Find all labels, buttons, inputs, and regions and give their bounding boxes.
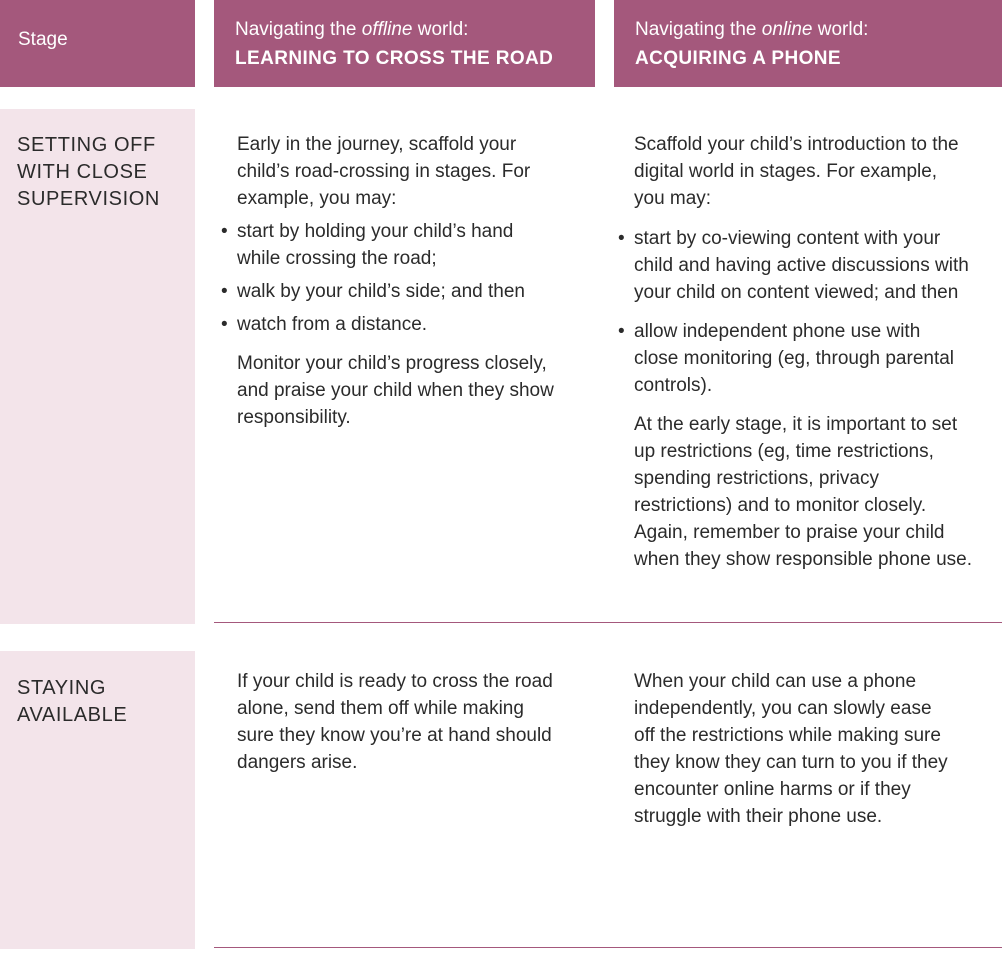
text-line: If your child is ready to cross the road	[237, 671, 553, 692]
header-offline-suffix: world:	[412, 19, 469, 40]
text-line: up restrictions (eg, time restrictions,	[634, 441, 934, 462]
bullet-dot: •	[221, 221, 228, 242]
header-offline-title: LEARNING TO CROSS THE ROAD	[235, 48, 554, 69]
bullet-item	[221, 278, 597, 305]
text-line: responsibility.	[237, 407, 351, 428]
text-line: when they show responsible phone use.	[634, 549, 973, 570]
text-line: you may:	[634, 188, 712, 209]
bullet-item	[618, 225, 1002, 306]
row1-offline-intro	[237, 131, 597, 212]
text-line: Early in the journey, scaffold your	[237, 134, 517, 155]
text-line: off the restrictions while making sure	[634, 725, 941, 746]
row1-offline-content	[221, 131, 597, 431]
text-line: allow independent phone use with	[634, 321, 921, 342]
stage-line: STAYING	[17, 677, 107, 699]
text-line: while crossing the road;	[237, 248, 437, 269]
row1-online-closing	[634, 411, 1002, 573]
text-line: walk by your child’s side; and then	[237, 281, 525, 302]
text-line: child and having active discussions with	[634, 255, 969, 276]
text-line: start by holding your child’s hand	[237, 221, 514, 242]
text-line: Scaffold your child’s introduction to the	[634, 134, 959, 155]
row1-online-intro	[634, 131, 1002, 212]
stage-line: AVAILABLE	[17, 704, 128, 726]
header-online-title: ACQUIRING A PHONE	[635, 48, 841, 69]
text-line: watch from a distance.	[237, 314, 428, 335]
text-line: Monitor your child’s progress closely,	[237, 353, 547, 374]
text-line: struggle with their phone use.	[634, 806, 883, 827]
header-online-suffix: world:	[812, 19, 869, 40]
stage-line: WITH CLOSE	[17, 161, 148, 183]
header-offline-prefix: Navigating the	[235, 19, 362, 40]
header-offline-emphasis: offline	[361, 19, 413, 40]
bullet-dot: •	[221, 314, 228, 335]
stage-line: SUPERVISION	[17, 188, 160, 210]
bullet-dot: •	[618, 321, 625, 342]
text-line: start by co-viewing content with your	[634, 228, 941, 249]
text-line: and praise your child when they show	[237, 380, 554, 401]
text-line: example, you may:	[237, 188, 397, 209]
text-line: independently, you can slowly ease	[634, 698, 932, 719]
row-divider	[214, 622, 1002, 623]
text-line: dangers arise.	[237, 752, 358, 773]
row1-online-content	[618, 131, 1002, 573]
text-line: child’s road-crossing in stages. For	[237, 161, 531, 182]
header-online-prefix: Navigating the	[635, 19, 762, 40]
stage-line: SETTING OFF	[17, 134, 156, 156]
text-line: alone, send them off while making	[237, 698, 524, 719]
header-offline-cell	[214, 0, 595, 87]
bullet-dot: •	[221, 281, 228, 302]
text-line: restrictions) and to monitor closely.	[634, 495, 927, 516]
row1-offline-closing	[237, 350, 597, 431]
bullet-item	[221, 218, 597, 272]
bullet-dot: •	[618, 228, 625, 249]
text-line: encounter online harms or if they	[634, 779, 911, 800]
text-line: digital world in stages. For example,	[634, 161, 938, 182]
header-online-subtitle	[635, 16, 1002, 44]
bullet-item	[618, 318, 1002, 399]
header-online-emphasis: online	[761, 19, 813, 40]
row2-offline-content	[237, 668, 597, 776]
row2-online-content	[634, 668, 1002, 830]
text-line: When your child can use a phone	[634, 671, 917, 692]
stage-cell-setting-off	[0, 109, 195, 624]
header-stage-label: Stage	[18, 29, 68, 50]
text-line: close monitoring (eg, through parental	[634, 348, 955, 369]
header-online-cell	[614, 0, 1002, 87]
header-offline-subtitle	[235, 16, 595, 44]
stage-cell-staying-available	[0, 651, 195, 949]
header-stage-cell	[0, 0, 195, 87]
row1-offline-bullet-list	[221, 218, 597, 338]
text-line: controls).	[634, 375, 713, 396]
text-line: sure they know you’re at hand should	[237, 725, 552, 746]
row-divider	[214, 947, 1002, 948]
text-line: Again, remember to praise your child	[634, 522, 945, 543]
bullet-item	[221, 311, 597, 338]
text-line: At the early stage, it is important to set	[634, 414, 958, 435]
text-line: your child on content viewed; and then	[634, 282, 959, 303]
text-line: spending restrictions, privacy	[634, 468, 879, 489]
text-line: they know they can turn to you if they	[634, 752, 948, 773]
row1-online-bullet-list	[618, 225, 1002, 399]
